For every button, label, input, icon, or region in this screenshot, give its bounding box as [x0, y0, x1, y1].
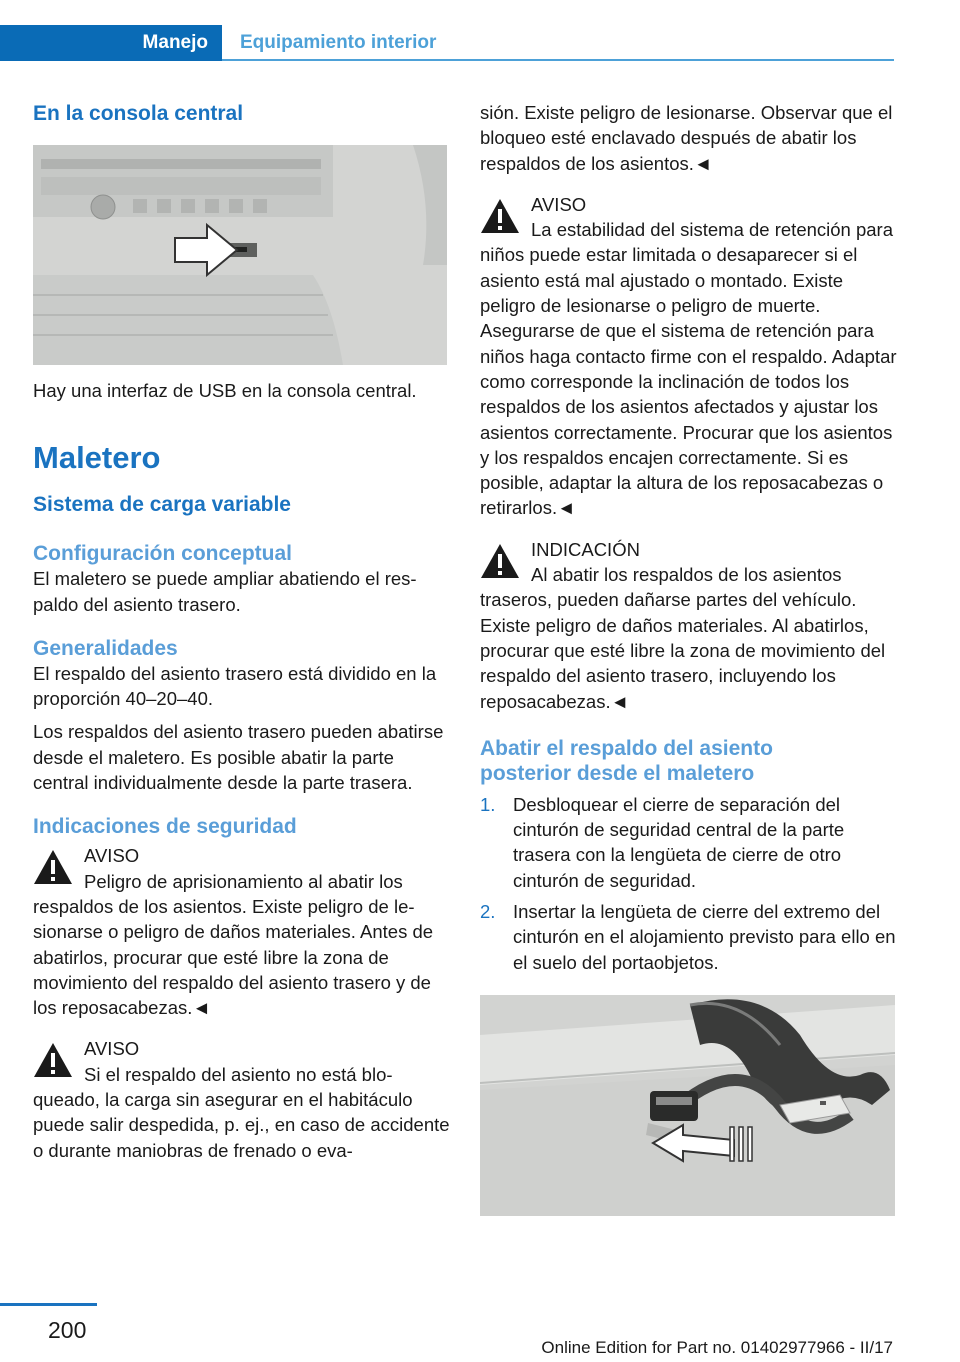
warning-triangle-icon [33, 849, 73, 885]
belt-buckle-figure [480, 995, 895, 1216]
warning-2-title: AVISO [84, 1038, 140, 1060]
usb-heading: En la consola central [33, 102, 244, 125]
warning-2-continued: sión. Existe peligro de lesionarse. Observar que el bloqueo esté enclavado después de abatir los respaldos de los asientos.◄ [480, 102, 893, 174]
step-number: 2. [480, 901, 496, 923]
warning-triangle-icon [480, 543, 520, 579]
general-paragraph-2: Los respaldos del asiento trasero pueden abatirse desde el maletero. Es posible abatir la parte central individualmente desde la parte trasera. [33, 721, 444, 794]
general-paragraph-1: El respaldo del asiento trasero está dividido en la proporción 40–20–40. [33, 662, 437, 710]
tab-manejo-label: Manejo [142, 32, 208, 53]
console-usb-figure [33, 145, 447, 365]
concept-heading: Configuración conceptual [33, 542, 293, 566]
concept-text: El maletero se puede ampliar abatiendo el respaldo del asiento trasero. [33, 568, 417, 615]
fold-heading: Abatir el respaldo del asiento posterior desde el maletero [480, 736, 773, 785]
warning-3-title: AVISO [531, 193, 587, 215]
section-title: Sistema de carga variable [33, 493, 291, 517]
step-item [480, 792, 898, 893]
warning-triangle-icon [480, 198, 520, 234]
step-text: Desbloquear el cierre de separación del cinturón de seguridad central de la parte trasera con la lengüeta de cierre de otro cinturón de seguridad. [513, 793, 845, 891]
header-divider [222, 59, 894, 61]
note-block [480, 537, 898, 714]
warning-block-1 [33, 843, 451, 1020]
belt-buckle-illustration [480, 995, 895, 1216]
warning-block-2 [33, 1036, 451, 1162]
edition-note: Online Edition for Part no. 01402977966 - II/17 [541, 1338, 893, 1357]
warning-block-3 [480, 192, 898, 521]
usb-text: Hay una interfaz de USB en la consola central. [33, 380, 417, 401]
note-text: Al abatir los respaldos de los asientos traseros, pueden dañarse partes del vehículo. Existe peligro de daños materiales. Al abatirlos, procurar que esté libre la zona de movimiento del respaldo del asiento trasero, incluyendo los reposacabezas.◄ [480, 564, 886, 712]
step-number: 1. [480, 793, 496, 815]
page-header [0, 0, 960, 62]
footer-rule [0, 1303, 97, 1306]
right-column [480, 100, 898, 1216]
steps-list [480, 792, 898, 975]
console-usb-illustration [33, 145, 447, 365]
step-item [480, 899, 898, 975]
warning-triangle-icon [33, 1042, 73, 1078]
step-text: Insertar la lengüeta de cierre del extremo del cinturón en el alojamiento previsto para ello en el suelo del portaobjetos. [513, 901, 896, 973]
note-title: INDICACIÓN [531, 538, 640, 560]
chapter-title: Maletero [33, 440, 161, 476]
tab-equipamiento-interior[interactable]: Equipamiento interior [240, 32, 437, 53]
warning-3-text: La estabilidad del sistema de retención para niños puede estar limitada o desaparecer si el asiento está mal ajustado o montado. Existe peligro de lesionarse o peligro de muerte. Asegurarse de que el sistema de retención para niños haga contacto firme con el respaldo. Adaptar como corresponde la inclinación de todos los respaldos de los asientos afectados y ajustar los asientos correctamente. Procurar que los asientos y los respaldos encajen correctamente. Si es posible, adaptar la altura de los reposacabezas o retirarlos.◄ [480, 219, 897, 519]
warning-2-text: Si el respaldo del asiento no está bloqueado, la carga sin asegurar en el habitáculo puede salir despedida, p. ej., en caso de accidente o durante maniobras de frenado o eva- [33, 1063, 450, 1161]
warning-1-title: AVISO [84, 845, 140, 867]
left-column [33, 100, 451, 1163]
tab-manejo[interactable] [0, 25, 222, 61]
page-number: 200 [48, 1317, 87, 1343]
safety-heading: Indicaciones de seguridad [33, 815, 297, 839]
warning-1-text: Peligro de aprisionamiento al abatir los respaldos de los asientos. Existe peligro de lesionarse o peligro de daños materiales. Antes de abatirlos, procurar que esté libre la zona de movimiento del respaldo del asiento trasero y de los reposacabezas.◄ [33, 870, 434, 1019]
general-heading: Generalidades [33, 636, 178, 660]
